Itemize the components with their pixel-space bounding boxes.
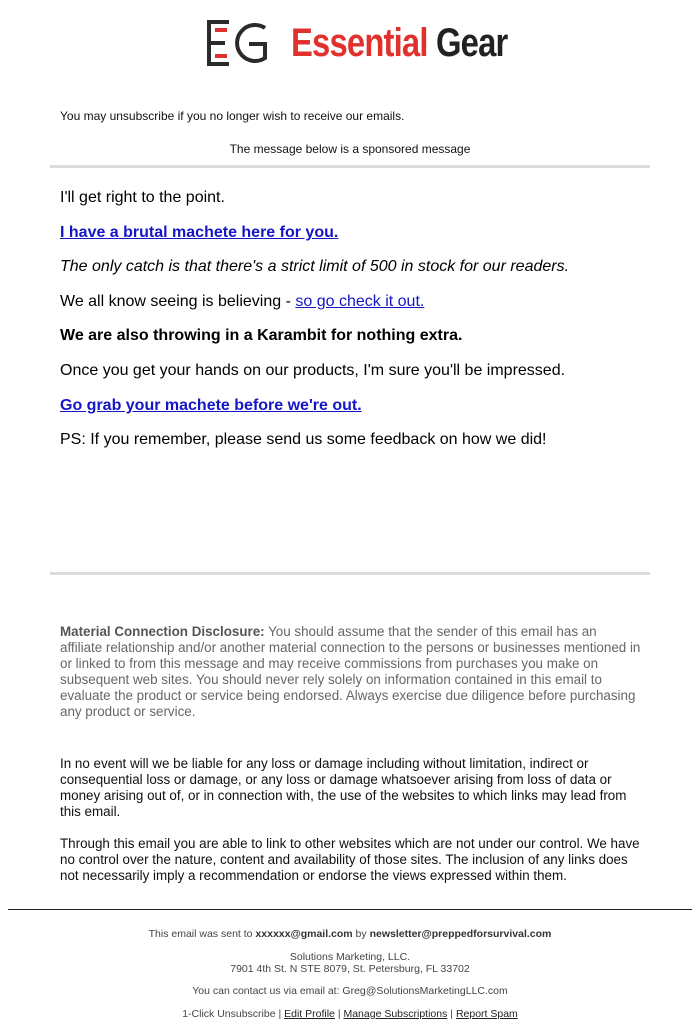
message-line-6: PS: If you remember, please send us some feedback on how we did!: [60, 431, 547, 448]
disclosure-text: You should assume that the sender of this email has an affiliate relationship and/or another material connection to the persons or businesses mentioned in or linked to from this message and may receive commissions from purchases you make on subsequent web sites. You should never rely solely on information contained in this email to evaluate the product or service being endorsed. Always exercise due diligence before purchasing any product or service.: [60, 624, 641, 719]
sender-email: newsletter@preppedforsurvival.com: [369, 928, 552, 940]
liability-paragraph: In no event will we be liable for any loss or damage including without limitation, indirect or consequential loss or damage, or any loss or damage whatsoever arising from loss of data or money arising out of, or in connection with, the use of the websites to which links may lead from this email.: [60, 756, 627, 819]
recipient-email: xxxxxx@gmail.com: [255, 928, 353, 940]
top-divider: [50, 165, 650, 168]
check-it-out-link[interactable]: so go check it out.: [295, 293, 425, 310]
material-disclosure: [60, 624, 642, 720]
message-link-2-wrap: [60, 396, 650, 416]
report-spam-link[interactable]: Report Spam: [455, 1008, 518, 1020]
company-name: Solutions Marketing, LLC.: [289, 951, 411, 963]
link-separator: |: [275, 1008, 285, 1020]
brand-word-essential: Essential: [291, 21, 428, 65]
footer-links: [0, 1008, 700, 1020]
edit-profile-link[interactable]: Edit Profile: [284, 1008, 335, 1020]
link-separator: |: [447, 1008, 456, 1020]
contact-line: You can contact us via email at: Greg@SolutionsMarketingLLC.com: [192, 985, 508, 997]
unsubscribe-note: You may unsubscribe if you no longer wish to receive our emails.: [60, 109, 405, 123]
message-line-5: Once you get your hands on our products, I'm sure you'll be impressed.: [60, 362, 566, 379]
eg-monogram-icon: [205, 18, 271, 68]
sent-prefix: This email was sent to: [148, 928, 256, 940]
message-body: [60, 188, 650, 450]
message-line-4: We are also throwing in a Karambit for nothing extra.: [60, 327, 463, 344]
sponsored-note: The message below is a sponsored message: [229, 142, 471, 156]
manage-subscriptions-link[interactable]: Manage Subscriptions: [343, 1008, 448, 1020]
brand-logo: [205, 18, 555, 68]
message-line-3-text: We all know seeing is believing -: [60, 293, 296, 310]
message-line-2: The only catch is that there's a strict limit of 500 in stock for our readers.: [60, 258, 570, 275]
sent-to-line: [0, 928, 700, 940]
message-line-3: [60, 292, 650, 312]
footer-divider: [8, 909, 692, 910]
message-line-1: I'll get right to the point.: [60, 189, 225, 206]
message-link-1-wrap: [60, 223, 650, 243]
bottom-divider: [50, 572, 650, 575]
sent-by: by: [352, 928, 370, 940]
external-links-paragraph: Through this email you are able to link to other websites which are not under our control. We have no control over the nature, content and availability of those sites. The inclusion of any links does not necessarily imply a recommendation or endorse the views expressed within them.: [60, 836, 640, 883]
link-separator: |: [334, 1008, 344, 1020]
brand-word-gear: Gear: [435, 21, 508, 65]
disclosure-title: Material Connection Disclosure:: [60, 624, 265, 639]
company-address: 7901 4th St. N STE 8079, St. Petersburg, FL 33702: [230, 963, 470, 975]
brand-wordmark: [291, 23, 507, 63]
one-click-unsubscribe[interactable]: 1-Click Unsubscribe: [182, 1008, 276, 1020]
grab-machete-link[interactable]: Go grab your machete before we're out.: [60, 397, 362, 414]
machete-link[interactable]: I have a brutal machete here for you.: [60, 224, 339, 241]
